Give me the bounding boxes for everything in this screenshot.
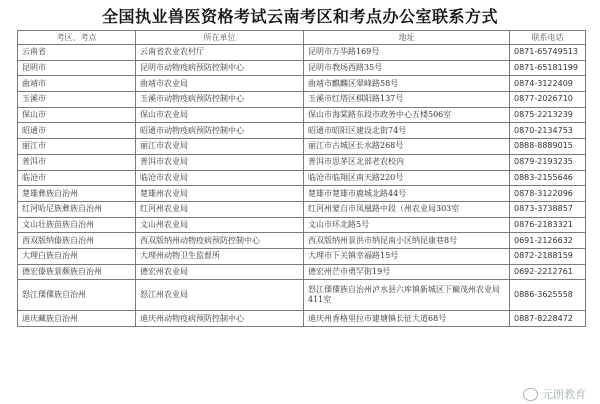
address-cell: 楚雄市楚雄市鹿城北路44号 <box>304 186 510 202</box>
phone-cell: 0883-2155646 <box>510 170 586 186</box>
phone-cell: 0879-2193235 <box>510 154 586 170</box>
header-phone: 联系电话 <box>510 31 586 45</box>
table-row <box>18 186 586 202</box>
header-address: 地址 <box>304 31 510 45</box>
region-cell: 曲靖市 <box>18 76 136 92</box>
region-cell: 玉溪市 <box>18 92 136 108</box>
address-cell: 昆明市万华路169号 <box>304 45 510 61</box>
watermark <box>523 386 586 402</box>
region-cell: 文山壮族苗族自治州 <box>18 217 136 233</box>
unit-cell: 楚雄州农业局 <box>136 186 304 202</box>
address-cell: 保山市海棠路东段市政务中心五楼506室 <box>304 107 510 123</box>
unit-cell: 文山州农业局 <box>136 217 304 233</box>
region-cell: 云南省 <box>18 45 136 61</box>
region-cell: 昭通市 <box>18 123 136 139</box>
table-row <box>18 139 586 155</box>
address-cell: 德宏州芒市勇罕街19号 <box>304 264 510 280</box>
table-row <box>18 60 586 76</box>
unit-cell: 丽江市农业局 <box>136 139 304 155</box>
phone-cell: 0878-3122096 <box>510 186 586 202</box>
phone-cell: 0692-2212761 <box>510 264 586 280</box>
phone-cell: 0886-3625558 <box>510 280 586 311</box>
region-cell: 楚雄彝族自治州 <box>18 186 136 202</box>
address-cell: 昆明市教场西路35号 <box>304 60 510 76</box>
phone-cell: 0871-65181199 <box>510 60 586 76</box>
address-cell: 昭通市昭阳区建设北街74号 <box>304 123 510 139</box>
region-cell: 怒江傈僳族自治州 <box>18 280 136 311</box>
phone-cell: 0875-2213239 <box>510 107 586 123</box>
region-cell: 临沧市 <box>18 170 136 186</box>
region-cell: 保山市 <box>18 107 136 123</box>
unit-cell: 云南省农业农村厅 <box>136 45 304 61</box>
unit-cell: 曲靖市农业局 <box>136 76 304 92</box>
address-cell: 临沧市临翔区南天路220号 <box>304 170 510 186</box>
header-region: 考区、考点 <box>18 31 136 45</box>
address-cell: 曲靖市麒麟区翠峰路58号 <box>304 76 510 92</box>
phone-cell: 0887-8228472 <box>510 311 586 327</box>
address-cell: 文山市环北路5号 <box>304 217 510 233</box>
unit-cell: 红河州农业局 <box>136 201 304 217</box>
address-cell: 玉溪市红塔区棋阳路137号 <box>304 92 510 108</box>
unit-cell: 玉溪市动物疫病预防控制中心 <box>136 92 304 108</box>
table-row <box>18 92 586 108</box>
unit-cell: 迪庆州动物疫病预防控制中心 <box>136 311 304 327</box>
table-row <box>18 45 586 61</box>
region-cell: 普洱市 <box>18 154 136 170</box>
unit-cell: 西双版纳州动物疫病预防控制中心 <box>136 233 304 249</box>
table-row <box>18 280 586 311</box>
table-row <box>18 217 586 233</box>
table-row <box>18 123 586 139</box>
unit-cell: 保山市农业局 <box>136 107 304 123</box>
table-row <box>18 76 586 92</box>
table-row <box>18 248 586 264</box>
unit-cell: 大理州动物卫生监督所 <box>136 248 304 264</box>
address-cell: 丽江市古城区长水路268号 <box>304 139 510 155</box>
address-cell: 大理市下关镇幸福路15号 <box>304 248 510 264</box>
table-header-row <box>18 31 586 45</box>
address-cell: 普洱市思茅区北部老农校内 <box>304 154 510 170</box>
phone-cell: 0888-8889015 <box>510 139 586 155</box>
phone-cell: 0876-2183321 <box>510 217 586 233</box>
table-row <box>18 201 586 217</box>
region-cell: 迪庆藏族自治州 <box>18 311 136 327</box>
unit-cell: 普洱市农业局 <box>136 154 304 170</box>
region-cell: 丽江市 <box>18 139 136 155</box>
address-cell: 西双版纳州景洪市纳昆南小区纳昆康巷8号 <box>304 233 510 249</box>
phone-cell: 0874-3122409 <box>510 76 586 92</box>
phone-cell: 0873-3738857 <box>510 201 586 217</box>
table-row <box>18 170 586 186</box>
address-cell: 怒江傈僳族自治州泸水县六库镇新城区下巅茂州农业局411室 <box>304 280 510 311</box>
table-row <box>18 264 586 280</box>
table-row <box>18 154 586 170</box>
phone-cell: 0877-2026710 <box>510 92 586 108</box>
phone-cell: 0691-2126632 <box>510 233 586 249</box>
address-cell: 红河州蒙自市凤凰路中段（州农业局303室 <box>304 201 510 217</box>
region-cell: 德宏傣族景颇族自治州 <box>18 264 136 280</box>
region-cell: 大理白族自治州 <box>18 248 136 264</box>
address-cell: 迪庆州香格里拉市建塘镇长征大道68号 <box>304 311 510 327</box>
phone-cell: 0870-2134753 <box>510 123 586 139</box>
unit-cell: 德宏州农业局 <box>136 264 304 280</box>
phone-cell: 0871-65749513 <box>510 45 586 61</box>
unit-cell: 临沧市农业局 <box>136 170 304 186</box>
header-unit: 所在单位 <box>136 31 304 45</box>
unit-cell: 昆明市动物疫病预防控制中心 <box>136 60 304 76</box>
table-row <box>18 233 586 249</box>
wechat-icon <box>523 388 538 401</box>
table-row <box>18 311 586 327</box>
table-row <box>18 107 586 123</box>
unit-cell: 怒江州农业局 <box>136 280 304 311</box>
phone-cell: 0872-2188159 <box>510 248 586 264</box>
page-title: 全国执业兽医资格考试云南考区和考点办公室联系方式 <box>101 7 498 26</box>
region-cell: 红河哈尼族彝族自治州 <box>18 201 136 217</box>
watermark-text: 元朗教育 <box>542 388 586 401</box>
contact-table <box>17 30 586 327</box>
region-cell: 西双版纳傣族自治州 <box>18 233 136 249</box>
unit-cell: 昭通市动物疫病预防控制中心 <box>136 123 304 139</box>
region-cell: 昆明市 <box>18 60 136 76</box>
